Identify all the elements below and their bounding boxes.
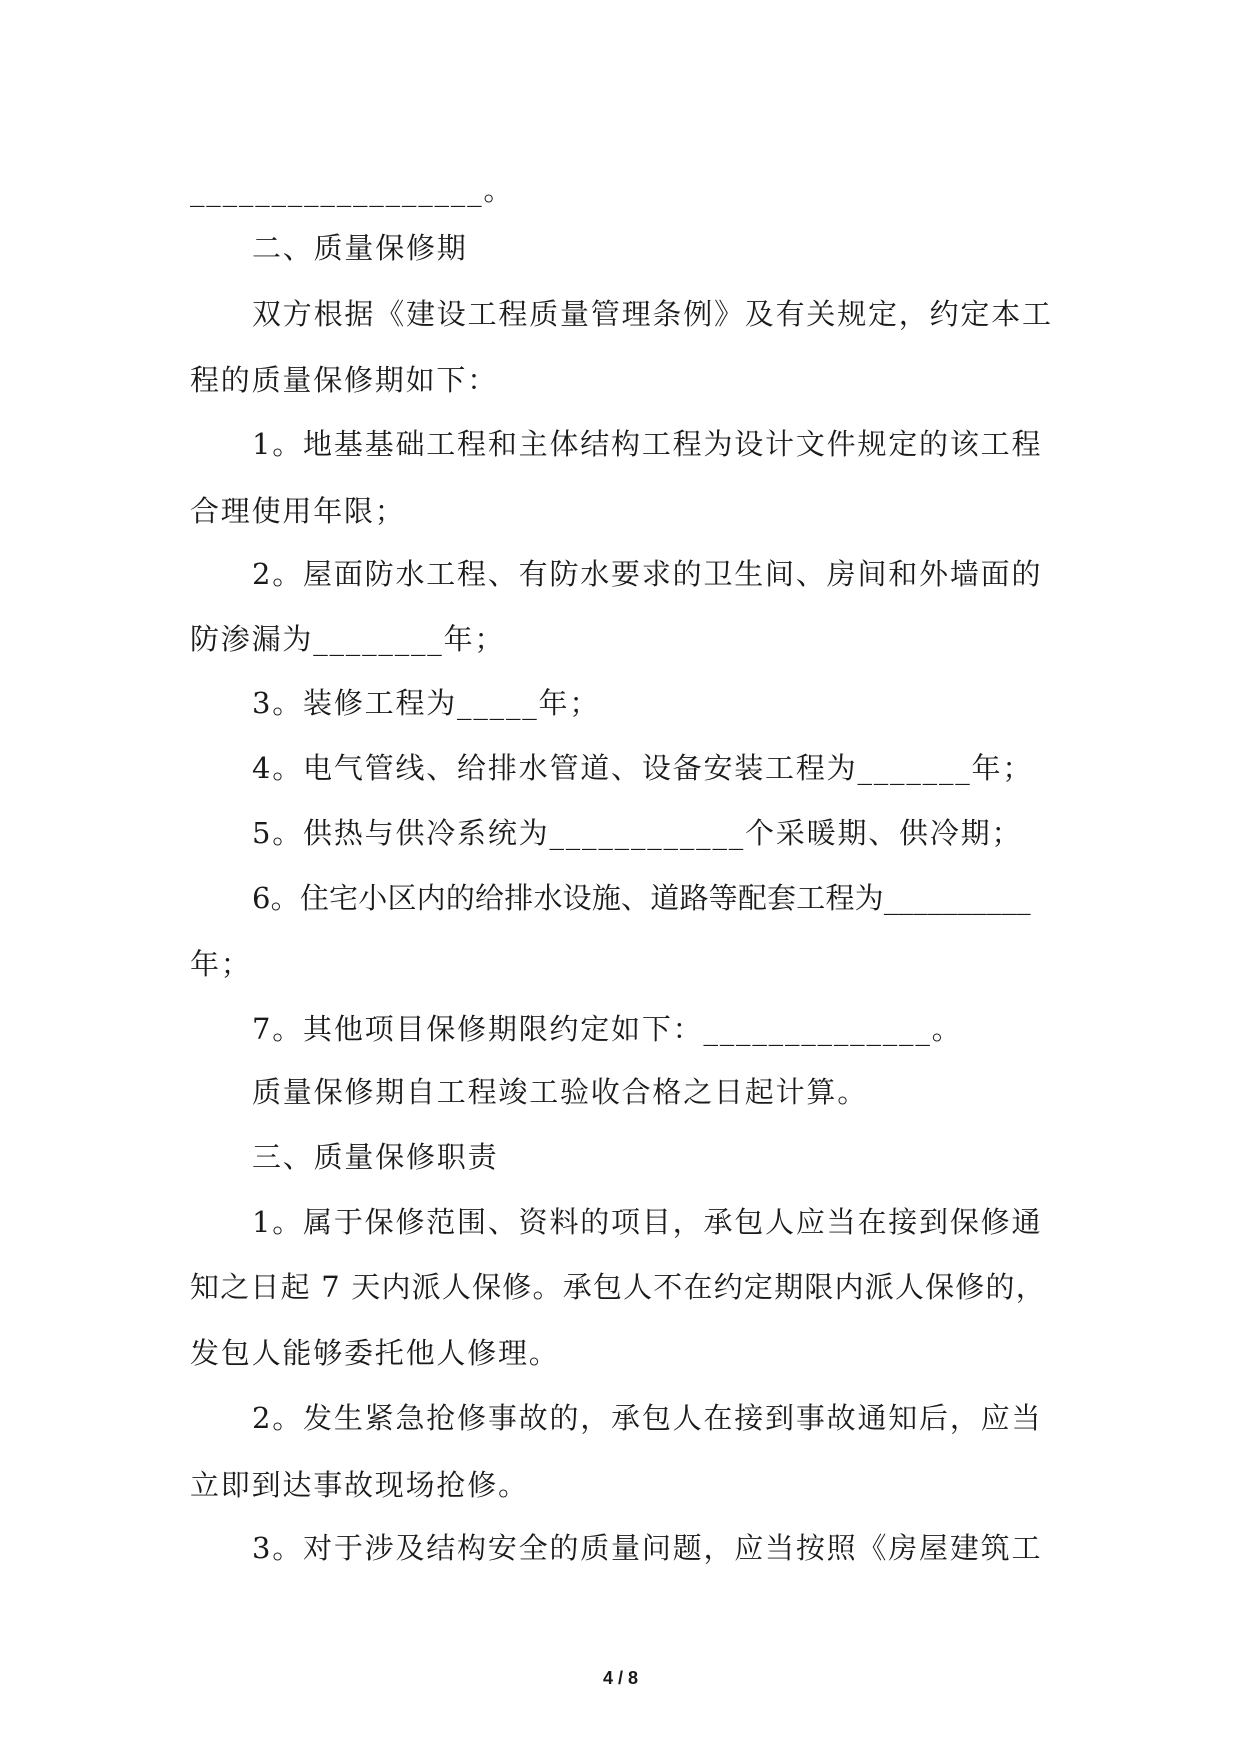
text-line: 质量保修期自工程竣工验收合格之日起计算。 (252, 1075, 869, 1109)
text-line: 5。供热与供冷系统为____________个采暖期、供冷期； (252, 816, 1023, 850)
text-line: 知之日起 7 天内派人保修。承包人不在约定期限内派人保修的， (190, 1270, 1046, 1304)
text-line: 程的质量保修期如下： (190, 363, 499, 397)
text-line: 2。发生紧急抢修事故的，承包人在接到事故通知后，应当 (252, 1401, 1043, 1435)
text-line: 年； (190, 947, 252, 981)
text-line: 合理使用年限； (190, 494, 406, 528)
text-line: __________________。 (190, 173, 515, 207)
text-line: 发包人能够委托他人修理。 (190, 1336, 560, 1370)
text-line: 立即到达事故现场抢修。 (190, 1468, 529, 1502)
section-heading-text: 二、质量保修期 (252, 231, 468, 265)
text-line: 1。属于保修范围、资料的项目，承包人应当在接到保修通 (252, 1205, 1043, 1239)
text-line: 7。其他项目保修期限约定如下：______________。 (252, 1012, 963, 1046)
text-line: 1。地基基础工程和主体结构工程为设计文件规定的该工程 (252, 427, 1043, 461)
text-line: 双方根据《建设工程质量管理条例》及有关规定，约定本工 (252, 297, 1053, 331)
page-number: 4 / 8 (602, 1668, 639, 1688)
text-line: 防渗漏为________年； (190, 622, 506, 656)
section-heading-text: 三、质量保修职责 (252, 1140, 499, 1174)
text-line: 4。电气管线、给排水管道、设备安装工程为_______年； (252, 751, 1034, 785)
text-line: 3。装修工程为_____年； (252, 686, 601, 720)
text-line: 6。住宅小区内的给排水设施、道路等配套工程为__________ (252, 881, 1031, 915)
text-line: 2。屋面防水工程、有防水要求的卫生间、房间和外墙面的 (252, 557, 1043, 591)
text-line: 3。对于涉及结构安全的质量问题，应当按照《房屋建筑工 (252, 1531, 1043, 1565)
